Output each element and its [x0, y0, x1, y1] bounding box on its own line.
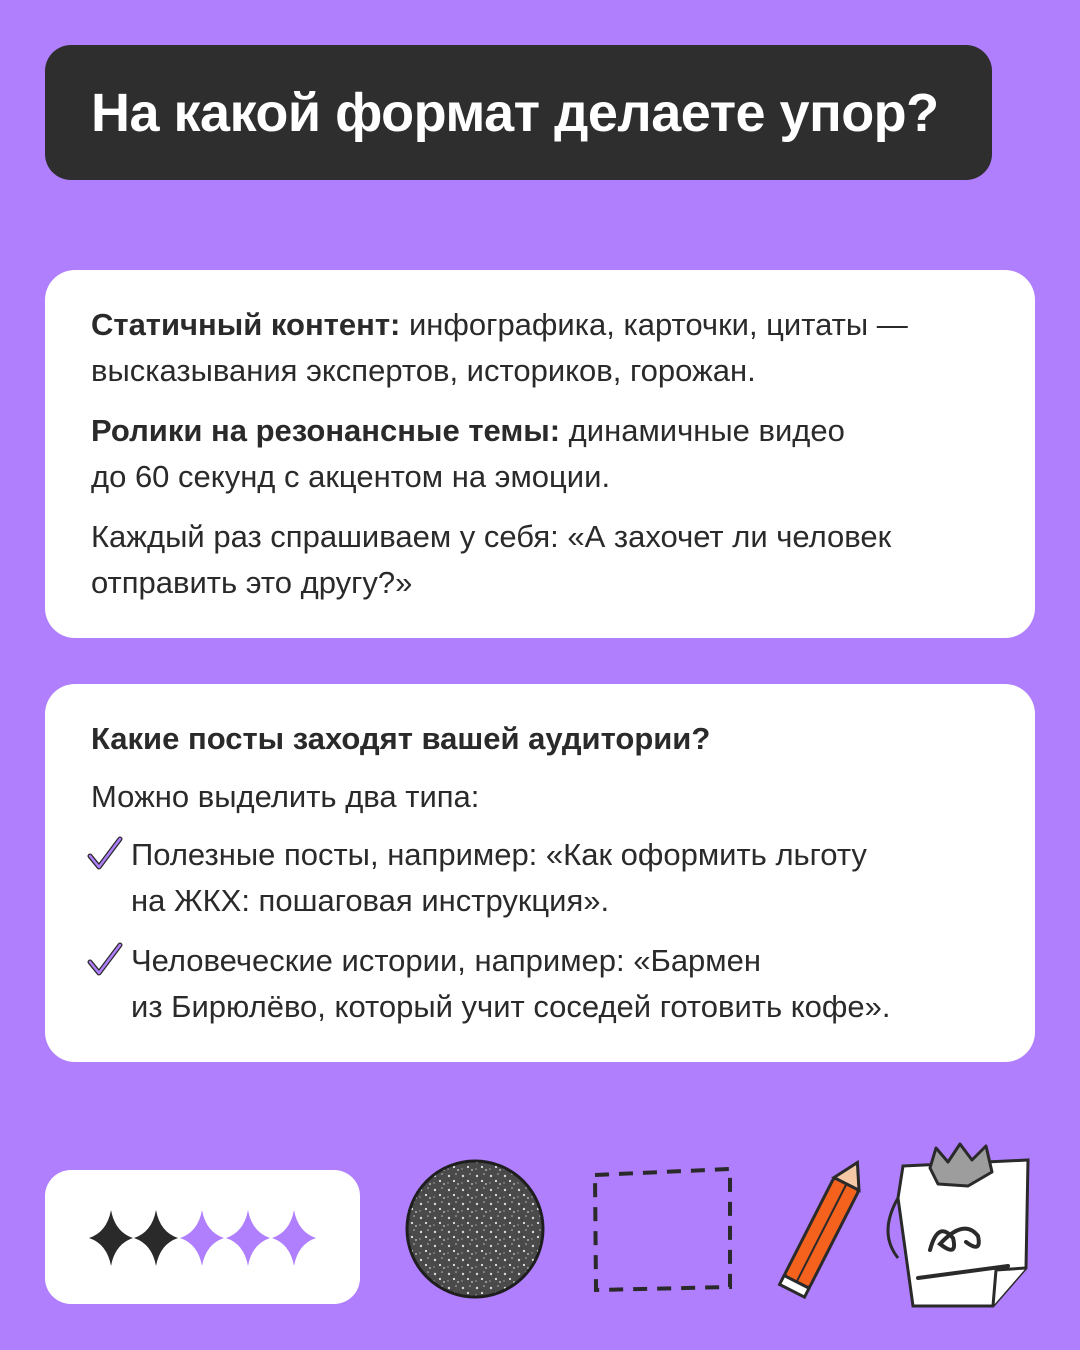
star-icon — [180, 1210, 224, 1266]
question-text-1: Каждый раз спрашиваем у себя: «А захочет ли человек — [91, 519, 892, 554]
rating-box — [45, 1170, 360, 1304]
note-paper-icon — [868, 1138, 1038, 1313]
list-item — [91, 938, 989, 1030]
dashed-frame — [590, 1165, 735, 1295]
page-title: На какой формат делаете упор? — [91, 82, 939, 143]
static-content-label: Статичный контент: — [91, 307, 401, 342]
pencil-icon — [765, 1158, 880, 1306]
format-card — [45, 270, 1035, 638]
title-banner — [45, 45, 992, 180]
list-item-line-2: на ЖКХ: пошаговая инструкция». — [131, 883, 610, 918]
star-icon — [89, 1210, 133, 1266]
static-content-text-1: инфографика, карточки, цитаты — — [400, 307, 908, 342]
static-content-paragraph — [91, 302, 989, 394]
list-item-line-1: Человеческие истории, например: «Бармен — [131, 943, 761, 978]
check-icon — [87, 836, 123, 872]
videos-label: Ролики на резонансные темы: — [91, 413, 561, 448]
static-content-text-2: высказывания экспертов, историков, горожан. — [91, 353, 756, 388]
list-item-line-2: из Бирюлёво, который учит соседей готовить кофе». — [131, 989, 891, 1024]
videos-text-1: динамичные видео — [560, 413, 845, 448]
star-rating — [45, 1170, 360, 1304]
question-text-2: отправить это другу?» — [91, 565, 413, 600]
videos-paragraph — [91, 408, 989, 500]
star-icon — [226, 1210, 270, 1266]
list-item-line-1: Полезные посты, например: «Как оформить льготу — [131, 837, 867, 872]
list-item — [91, 832, 989, 924]
audience-card — [45, 684, 1035, 1062]
star-icon — [272, 1210, 316, 1266]
audience-question: Какие посты заходят вашей аудитории? — [91, 721, 711, 756]
check-icon — [87, 942, 123, 978]
question-paragraph — [91, 514, 989, 606]
star-icon — [134, 1210, 178, 1266]
round-stone — [404, 1158, 546, 1300]
videos-text-2: до 60 секунд с акцентом на эмоции. — [91, 459, 611, 494]
audience-subtitle: Можно выделить два типа: — [91, 779, 480, 814]
